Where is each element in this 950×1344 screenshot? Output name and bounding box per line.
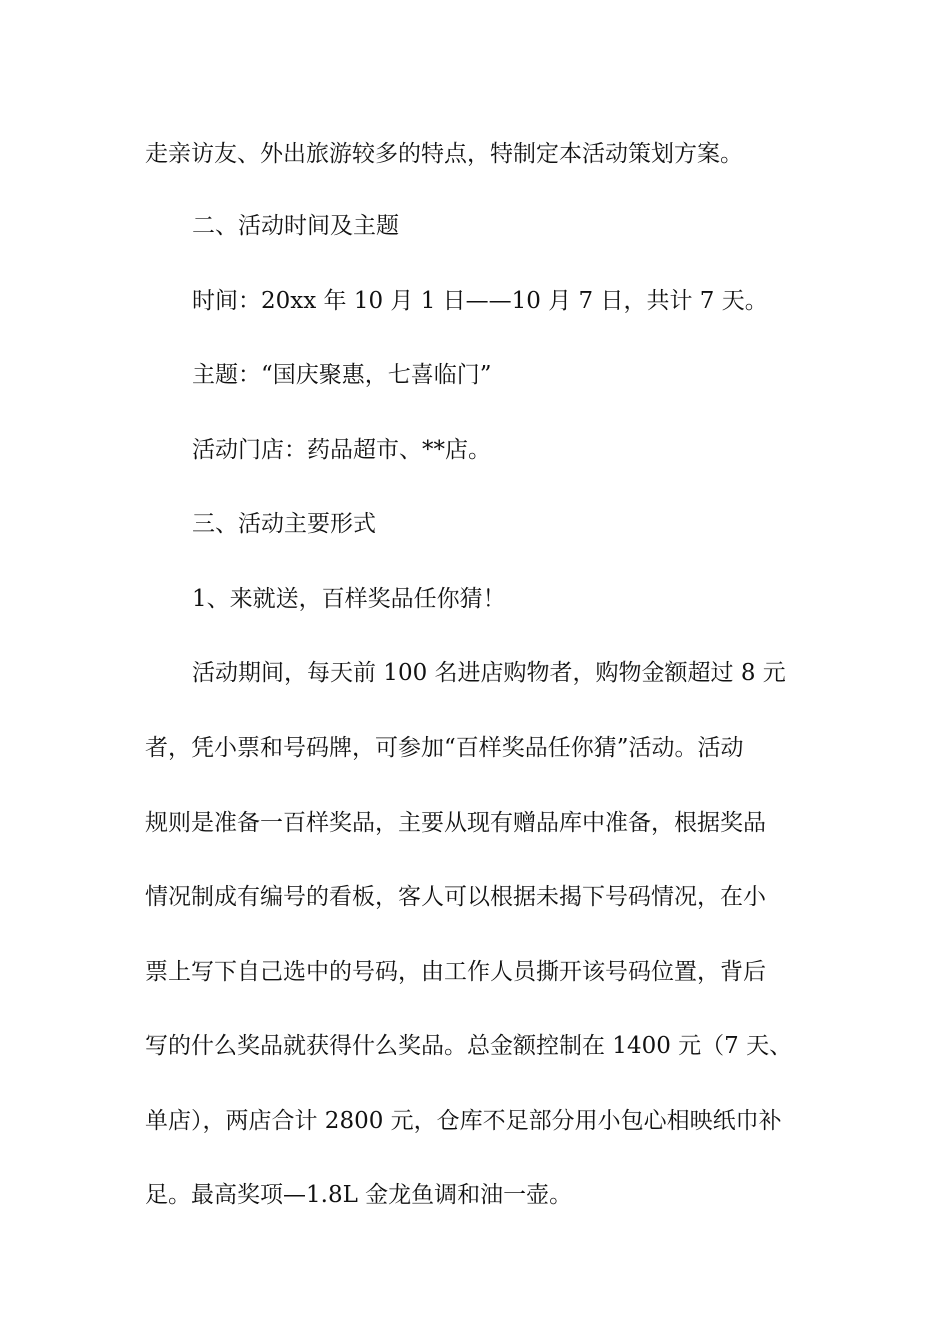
- paragraph-line-6: 票上写下自己选中的号码，由工作人员撕开该号码位置，背后: [145, 959, 766, 985]
- section-heading-main-forms: 三、活动主要形式: [192, 511, 376, 537]
- subsection-heading-1: 1、来就送，百样奖品任你猜！: [192, 586, 506, 612]
- activity-time-line: 时间：20xx 年 10 月 1 日——10 月 7 日，共计 7 天。: [192, 288, 768, 314]
- paragraph-line-7: 写的什么奖品就获得什么奖品。总金额控制在 1400 元（7 天、: [145, 1033, 793, 1059]
- section-heading-time-theme: 二、活动时间及主题: [192, 213, 399, 239]
- paragraph-line-2: 活动期间，每天前 100 名进店购物者，购物金额超过 8 元: [192, 660, 786, 686]
- activity-theme-line: 主题：“国庆聚惠，七喜临门”: [192, 362, 492, 388]
- paragraph-line-8: 单店），两店合计 2800 元，仓库不足部分用小包心相映纸巾补: [145, 1108, 782, 1134]
- activity-stores-line: 活动门店：药品超市、**店。: [192, 437, 491, 463]
- paragraph-line-1: 走亲访友、外出旅游较多的特点，特制定本活动策划方案。: [145, 141, 743, 167]
- paragraph-line-4: 规则是准备一百样奖品，主要从现有赠品库中准备，根据奖品: [145, 810, 766, 836]
- paragraph-line-5: 情况制成有编号的看板，客人可以根据未揭下号码情况，在小: [145, 884, 766, 910]
- paragraph-line-3: 者，凭小票和号码牌，可参加“百样奖品任你猜”活动。活动: [145, 735, 744, 761]
- paragraph-line-9: 足。最高奖项—1.8L 金龙鱼调和油一壶。: [145, 1182, 573, 1208]
